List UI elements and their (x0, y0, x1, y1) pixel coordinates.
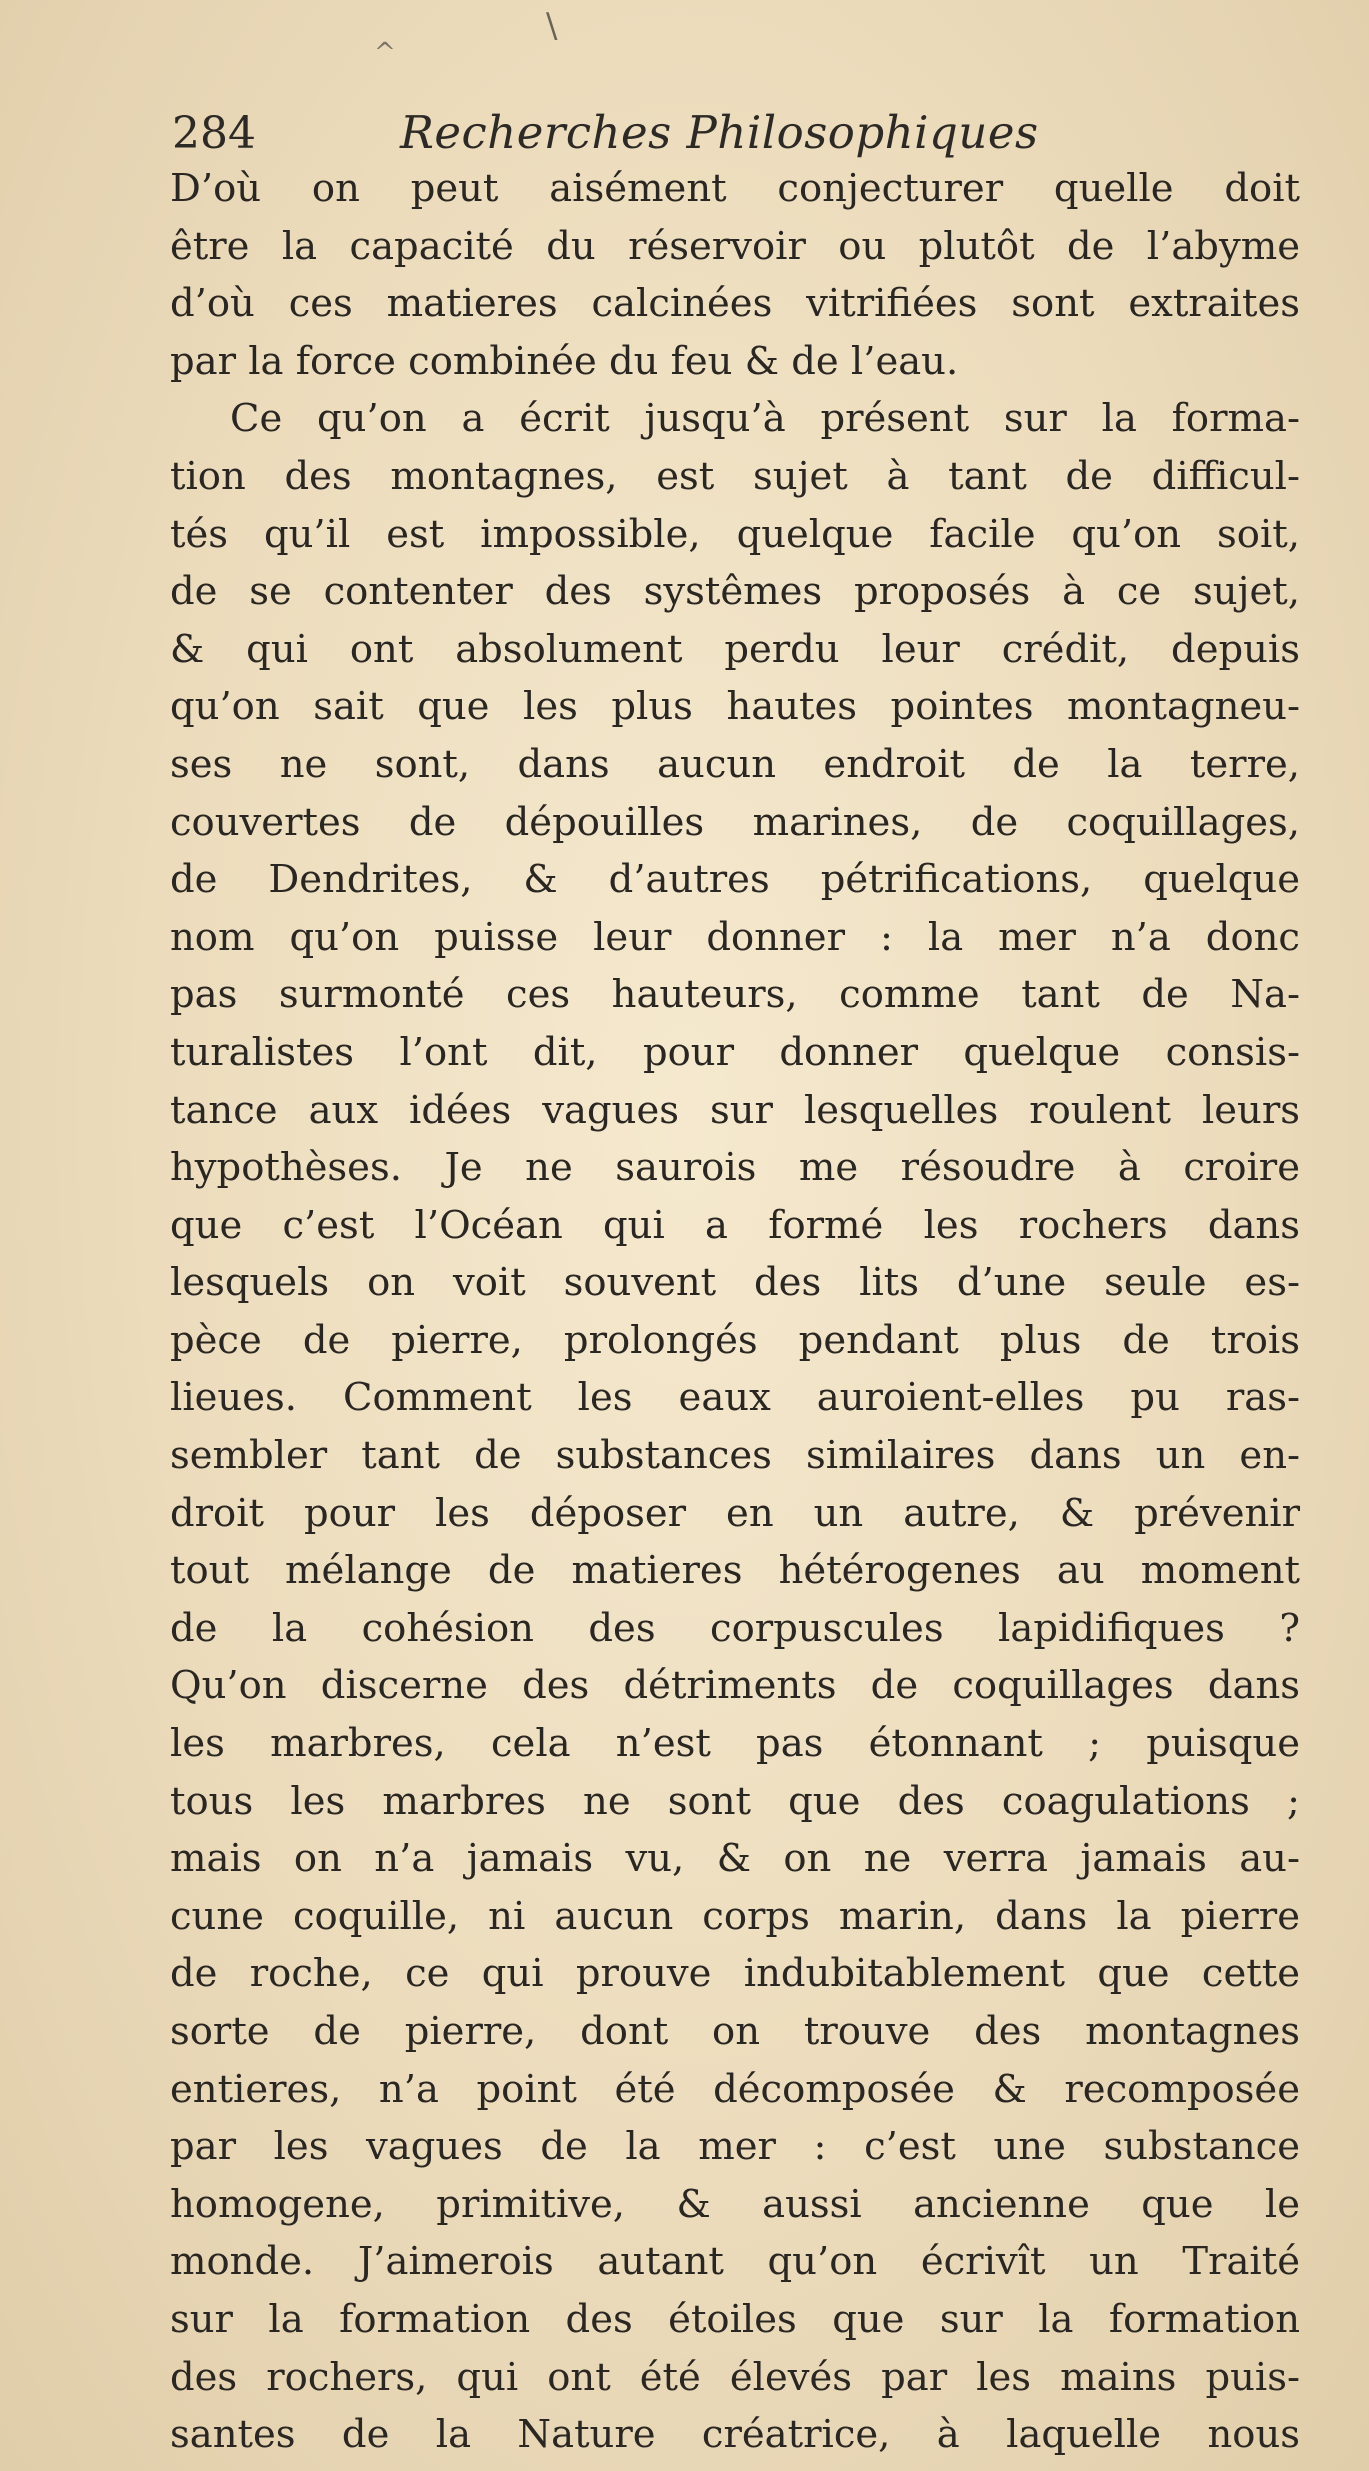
text-line: les marbres, cela n’est pas étonnant ; puisque (170, 1721, 1300, 1767)
text-line: tous les marbres ne sont que des coagulations ; (170, 1778, 1300, 1824)
text-line: lesquels on voit souvent des lits d’une seule es- (170, 1260, 1300, 1306)
margin-caret: ^ (374, 38, 396, 68)
text-line: par les vagues de la mer : c’est une substance (170, 2124, 1300, 2170)
text-line: hypothèses. Je ne saurois me résoudre à croire (170, 1145, 1300, 1191)
text-line: sembler tant de substances similaires dans un en- (170, 1433, 1300, 1479)
text-line: homogene, primitive, & aussi ancienne que le (170, 2181, 1300, 2227)
text-line: pèce de pierre, prolongés pendant plus de trois (170, 1317, 1300, 1363)
running-head: Recherches Philosophiques (400, 106, 1039, 159)
text-line: tés qu’il est impossible, quelque facile qu’on soit, (170, 511, 1300, 557)
text-line: entieres, n’a point été décomposée & recomposée (170, 2066, 1300, 2112)
text-line: lieues. Comment les eaux auroient-elles pu ras- (170, 1375, 1300, 1421)
body-text (170, 160, 1300, 2464)
text-line: monde. J’aimerois autant qu’on écrivît un Traité (170, 2239, 1300, 2285)
text-line: nom qu’on puisse leur donner : la mer n’a donc (170, 914, 1300, 960)
text-line: par la force combinée du feu & de l’eau. (170, 338, 959, 384)
page-header (172, 104, 1272, 160)
text-line: D’où on peut aisément conjecturer quelle doit (170, 166, 1300, 211)
text-line: droit pour les déposer en un autre, & prévenir (170, 1490, 1300, 1536)
page-number: 284 (172, 108, 256, 159)
text-line: santes de la Nature créatrice, à laquelle nous (170, 2412, 1300, 2458)
text-line: ses ne sont, dans aucun endroit de la terre, (170, 741, 1300, 787)
text-line: tance aux idées vagues sur lesquelles roulent leurs (170, 1087, 1300, 1133)
text-line: des rochers, qui ont été élevés par les mains puis- (170, 2354, 1300, 2400)
text-line: Qu’on discerne des détriments de coquillages dans (170, 1663, 1300, 1709)
text-line: sorte de pierre, dont on trouve des montagnes (170, 2009, 1300, 2054)
text-line: de la cohésion des corpuscules lapidifiques ? (170, 1605, 1300, 1651)
text-line: de se contenter des systêmes proposés à ce sujet, (170, 569, 1300, 615)
text-line: mais on n’a jamais vu, & on ne verra jamais au- (170, 1836, 1300, 1882)
text-line: de roche, ce qui prouve indubitablement que cette (170, 1951, 1300, 1997)
text-line: sur la formation des étoiles que sur la formation (170, 2296, 1300, 2342)
text-line: tout mélange de matieres hétérogenes au moment (170, 1548, 1300, 1594)
text-line: que c’est l’Océan qui a formé les rochers dans (170, 1202, 1300, 1248)
text-line: tion des montagnes, est sujet à tant de difficul- (170, 453, 1300, 499)
text-line: de Dendrites, & d’autres pétrifications, quelque (170, 857, 1300, 903)
text-line: cune coquille, ni aucun corps marin, dans la pierre (170, 1893, 1300, 1939)
text-line: & qui ont absolument perdu leur crédit, depuis (170, 626, 1300, 672)
text-line: qu’on sait que les plus hautes pointes montagneu- (170, 684, 1300, 730)
text-line: être la capacité du réservoir ou plutôt de l’abyme (170, 223, 1300, 269)
text-line: turalistes l’ont dit, pour donner quelque consis- (170, 1029, 1300, 1075)
text-line: d’où ces matieres calcinées vitrifiées sont extraites (170, 281, 1300, 327)
text-line: Ce qu’on a écrit jusqu’à présent sur la forma- (230, 396, 1300, 442)
text-line: pas surmonté ces hauteurs, comme tant de Na- (170, 972, 1300, 1018)
text-line: couvertes de dépouilles marines, de coquillages, (170, 799, 1300, 845)
margin-mark: \ (546, 6, 558, 46)
